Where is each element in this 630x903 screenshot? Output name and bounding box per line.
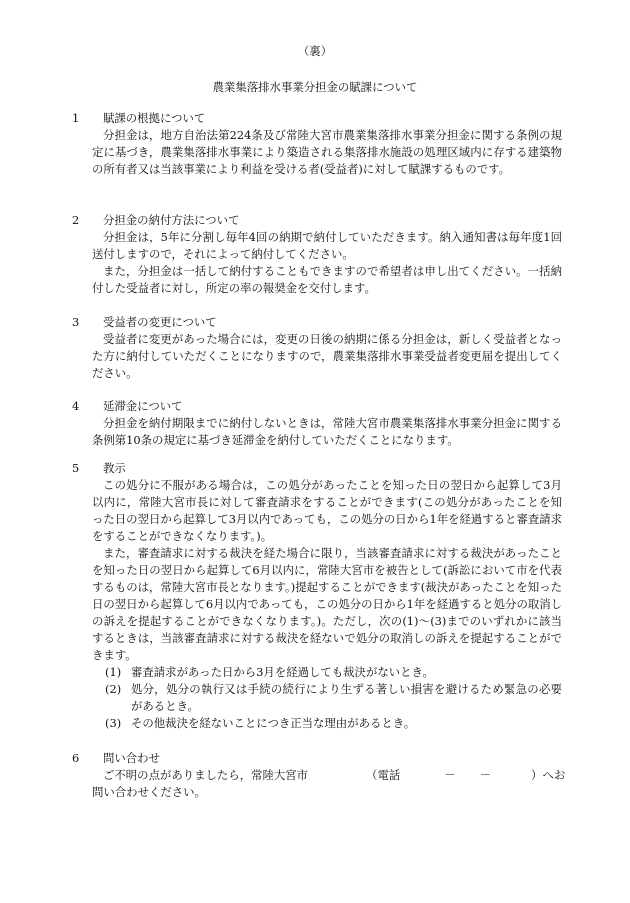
section-title: 教示	[103, 461, 126, 475]
section-number: 2	[72, 213, 80, 227]
section-6-heading	[72, 750, 562, 767]
section-5	[72, 460, 562, 732]
section-3	[72, 314, 562, 382]
section-1-heading	[72, 110, 562, 127]
section-number: 4	[72, 399, 80, 413]
section-3-paragraph: 受益者に変更があった場合には，変更の日後の納期に係る分担金は，新しく受益者となった方に納付していただくことになりますので，農業集落排水事業受益者変更届を提出してください。	[92, 332, 562, 380]
list-item-number: (3)	[105, 716, 122, 730]
list-item-text: 処分，処分の執行又は手続の続行により生ずる著しい損害を避けるため緊急の必要があるとき。	[131, 682, 562, 713]
list-item-number: (2)	[105, 682, 122, 696]
section-number: 1	[72, 111, 80, 125]
section-6	[72, 750, 566, 801]
section-title: 賦課の根拠について	[103, 111, 206, 125]
list-item-number: (1)	[105, 665, 122, 679]
document-title: 農業集落排水事業分担金の賦課について	[212, 80, 418, 94]
section-2	[72, 212, 562, 297]
section-2-heading	[72, 212, 562, 229]
phone-label: （電話	[366, 768, 401, 782]
section-number: 3	[72, 315, 80, 329]
section-title: 延滞金について	[103, 399, 183, 413]
list-item	[105, 664, 562, 681]
list-item-text: 審査請求があった日から3月を経過しても裁決がないとき。	[131, 665, 434, 679]
list-item	[105, 715, 562, 732]
contact-line-2: 問い合わせください。	[92, 785, 206, 799]
section-title: 問い合わせ	[103, 751, 160, 765]
section-3-heading	[72, 314, 562, 331]
section-5-heading	[72, 460, 562, 477]
section-number: 5	[72, 461, 80, 475]
contact-text: ご不明の点がありましたら，常陸大宮市	[103, 768, 309, 782]
phone-separator: －	[444, 768, 456, 782]
section-4-heading	[72, 398, 562, 415]
section-5-paragraph-2: また，審査請求に対する裁決を経た場合に限り，当該審査請求に対する裁決があったことを知った日の翌日から起算して6月以内に，常陸大宮市を被告として(訴訟において市を代表するものは，常陸大宮市長となります。)提起することができます(裁決があったことを知った日の翌日から起算して6月以内であっても，この処分の日から1年を経過すると処分の取消しの訴えを提起することができなくなります。)。ただし，次の(1)～(3)までのいずれかに該当するときは，当該審査請求に対する裁決を経ないで処分の取消しの訴えを提起することができます。	[92, 546, 563, 662]
section-1	[72, 110, 562, 178]
section-4	[72, 398, 562, 449]
section-1-paragraph: 分担金は，地方自治法第224条及び常陸大宮市農業集落排水事業分担金に関する条例の規定に基づき，農業集落排水事業により築造される集落排水施設の処理区域内に存する建築物の所有者又は当該事業により利益を受ける者(受益者)に対して賦課するものです。	[92, 128, 562, 176]
section-2-paragraph-2: また，分担金は一括して納付することもできますので希望者は申し出てください。一括納付した受益者に対し，所定の率の報奨金を交付します。	[92, 264, 562, 295]
section-title: 分担金の納付方法について	[103, 213, 240, 227]
section-5-paragraph-1: この処分に不服がある場合は，この処分があったことを知った日の翌日から起算して3月以内に，常陸大宮市長に対して審査請求をすることができます(この処分があったことを知った日の翌日から起算して3月以内であっても，この処分の日から1年を経過すると審査請求をすることができなくなります。)。	[92, 478, 563, 543]
page-side-label: （裏）	[297, 44, 333, 58]
section-2-paragraph-1: 分担金は，5年に分割し毎年4回の納期で納付していただきます。納入通知書は毎年度1回送付しますので，それによって納付してください。	[92, 230, 562, 261]
section-number: 6	[72, 751, 80, 765]
contact-text-end: ）へお	[531, 768, 566, 782]
list-item	[105, 681, 562, 715]
section-title: 受益者の変更について	[103, 315, 217, 329]
phone-separator: －	[479, 768, 492, 782]
section-4-paragraph: 分担金を納付期限までに納付しないときは，常陸大宮市農業集落排水事業分担金に関する条例第10条の規定に基づき延滞金を納付していただくことになります。	[92, 416, 562, 447]
contact-line	[92, 767, 566, 784]
list-item-text: その他裁決を経ないことにつき正当な理由があるとき。	[131, 716, 416, 730]
